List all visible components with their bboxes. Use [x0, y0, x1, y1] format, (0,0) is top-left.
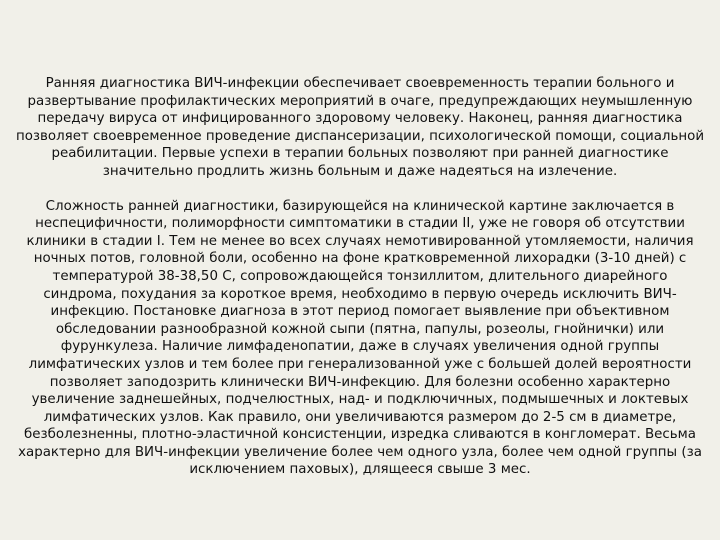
slide-text-body — [14, 75, 706, 479]
paragraph-early-diagnosis: Ранняя диагностика ВИЧ-инфекции обеспечивает своевременность терапии больного и развертывание профилактических мероприятий в очаге, предупреждающих неумышленную передачу вируса от инфицированного здоровому человеку. Наконец, ранняя диагностика позволяет своевременное проведение диспансеризации, психологической помощи, социальной реабилитации. Первые успехи в терапии больных позволяют при ранней диагностике значительно продлить жизнь больным и даже надеяться на излечение. — [15, 76, 705, 179]
paragraph-diagnostic-difficulty: Сложность ранней диагностики, базирующейся на клинической картине заключается в неспецифичности, полиморфности симптоматики в стадии II, уже не говоря об отсутствии клиники в стадии I. Тем не менее во всех случаях немотивированной утомляемости, наличия ночных потов, головной боли, особенно на фоне кратковременной лихорадки (3-10 дней) с температурой 38-38,50 С, сопровождающейся тонзиллитом, длительного диарейного синдрома, похудания за короткое время, необходимо в первую очередь исключить ВИЧ-инфекцию. Постановке диагноза в этот период помогает выявление при объективном обследовании разнообразной кожной сыпи (пятна, папулы, розеолы, гнойнички) или фурункулеза. Наличие лимфаденопатии, даже в случаях увеличения одной группы лимфатических узлов и тем более при генерализованной уже с большей долей вероятности позволяет заподозрить клинически ВИЧ-инфекцию. Для болезни особенно характерно увеличение заднешейных, подчелюстных, над- и подключичных, подмышечных и локтевых лимфатических узлов. Как правило, они увеличиваются размером до 2-5 см в диаметре, безболезненны, плотно-эластичной консистенции, изредка сливаются в конгломерат. Весьма характерно для ВИЧ-инфекции увеличение более чем одного узла, более чем одной группы (за исключением паховых), длящееся свыше 3 мес. — [18, 198, 702, 478]
